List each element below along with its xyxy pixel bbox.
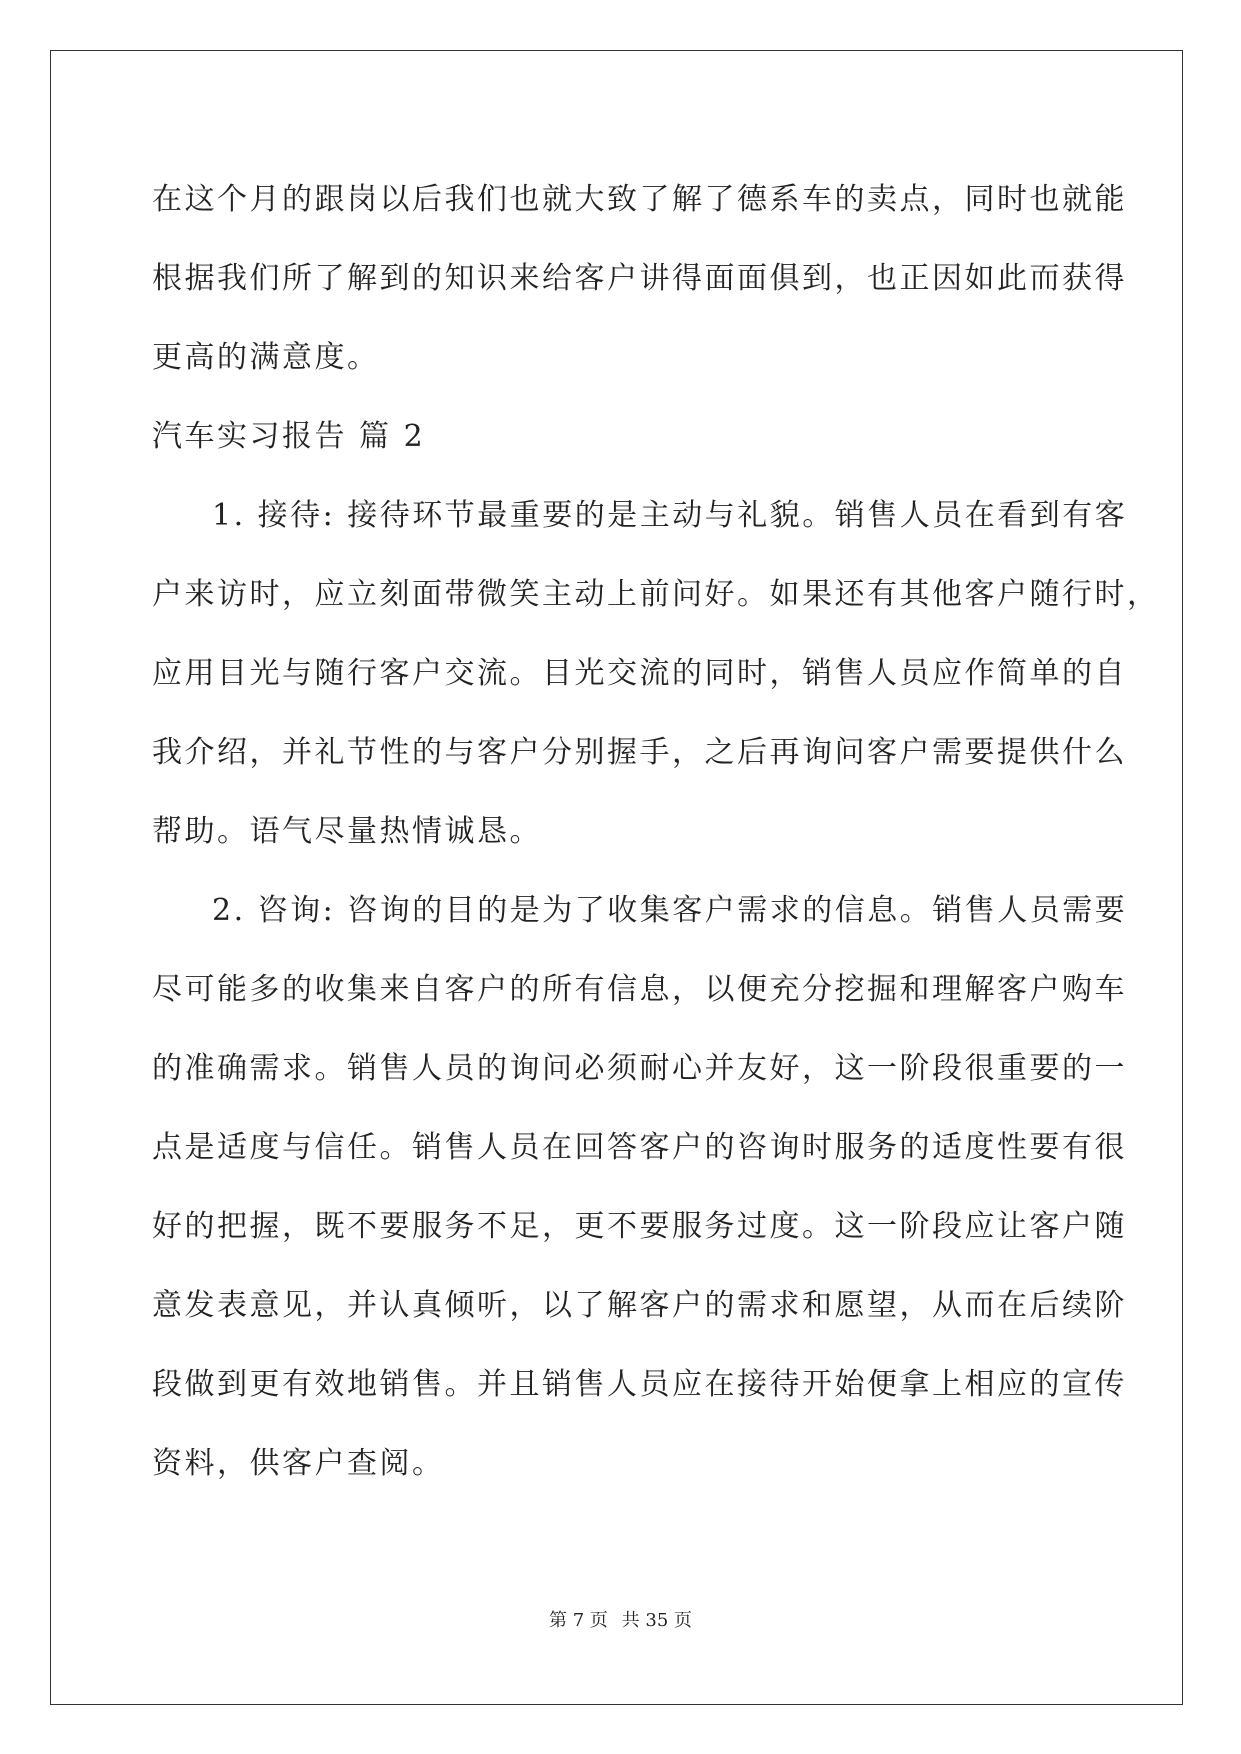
document-body — [152, 160, 1160, 1503]
page-total: 共 35 页 — [621, 1610, 692, 1631]
text-line: 资料，供客户查阅。 — [152, 1446, 445, 1481]
text-line: 的准确需求。销售人员的询问必须耐心并友好，这一阶段很重要的一 — [152, 1051, 1127, 1086]
section-heading — [152, 397, 1092, 476]
text-line: 意发表意见，并认真倾听，以了解客户的需求和愿望，从而在后续阶 — [152, 1288, 1127, 1323]
text-line: 帮助。语气尽量热情诚恳。 — [152, 814, 542, 849]
text-line: 户来访时，应立刻面带微笑主动上前问好。如果还有其他客户随行时， — [152, 577, 1160, 612]
text-line: 段做到更有效地销售。并且销售人员应在接待开始便拿上相应的宣传 — [152, 1367, 1127, 1402]
paragraph-intro-continuation — [152, 160, 1127, 397]
text-line: 我介绍，并礼节性的与客户分别握手，之后再询问客户需要提供什么 — [152, 735, 1127, 770]
paragraph-item-1-reception — [152, 476, 1160, 871]
section-heading-text: 汽车实习报告 篇 2 — [152, 419, 426, 454]
text-line: 好的把握，既不要服务不足，更不要服务过度。这一阶段应让客户随 — [152, 1209, 1127, 1244]
text-line: 点是适度与信任。销售人员在回答客户的咨询时服务的适度性要有很 — [152, 1130, 1127, 1165]
text-line: 1. 接待: 接待环节最重要的是主动与礼貌。销售人员在看到有客 — [212, 498, 1128, 533]
paragraph-item-2-consultation — [152, 871, 1128, 1503]
text-line: 2. 咨询: 咨询的目的是为了收集客户需求的信息。销售人员需要 — [212, 893, 1128, 928]
text-line: 应用目光与随行客户交流。目光交流的同时，销售人员应作简单的自 — [152, 656, 1127, 691]
text-line: 更高的满意度。 — [152, 340, 380, 375]
page-number: 第 7 页 — [549, 1610, 608, 1631]
text-line: 尽可能多的收集来自客户的所有信息，以便充分挖掘和理解客户购车 — [152, 972, 1127, 1007]
page-footer — [0, 1606, 1241, 1632]
text-line: 根据我们所了解到的知识来给客户讲得面面俱到，也正因如此而获得 — [152, 261, 1127, 296]
text-line: 在这个月的跟岗以后我们也就大致了解了德系车的卖点，同时也就能 — [152, 182, 1127, 217]
